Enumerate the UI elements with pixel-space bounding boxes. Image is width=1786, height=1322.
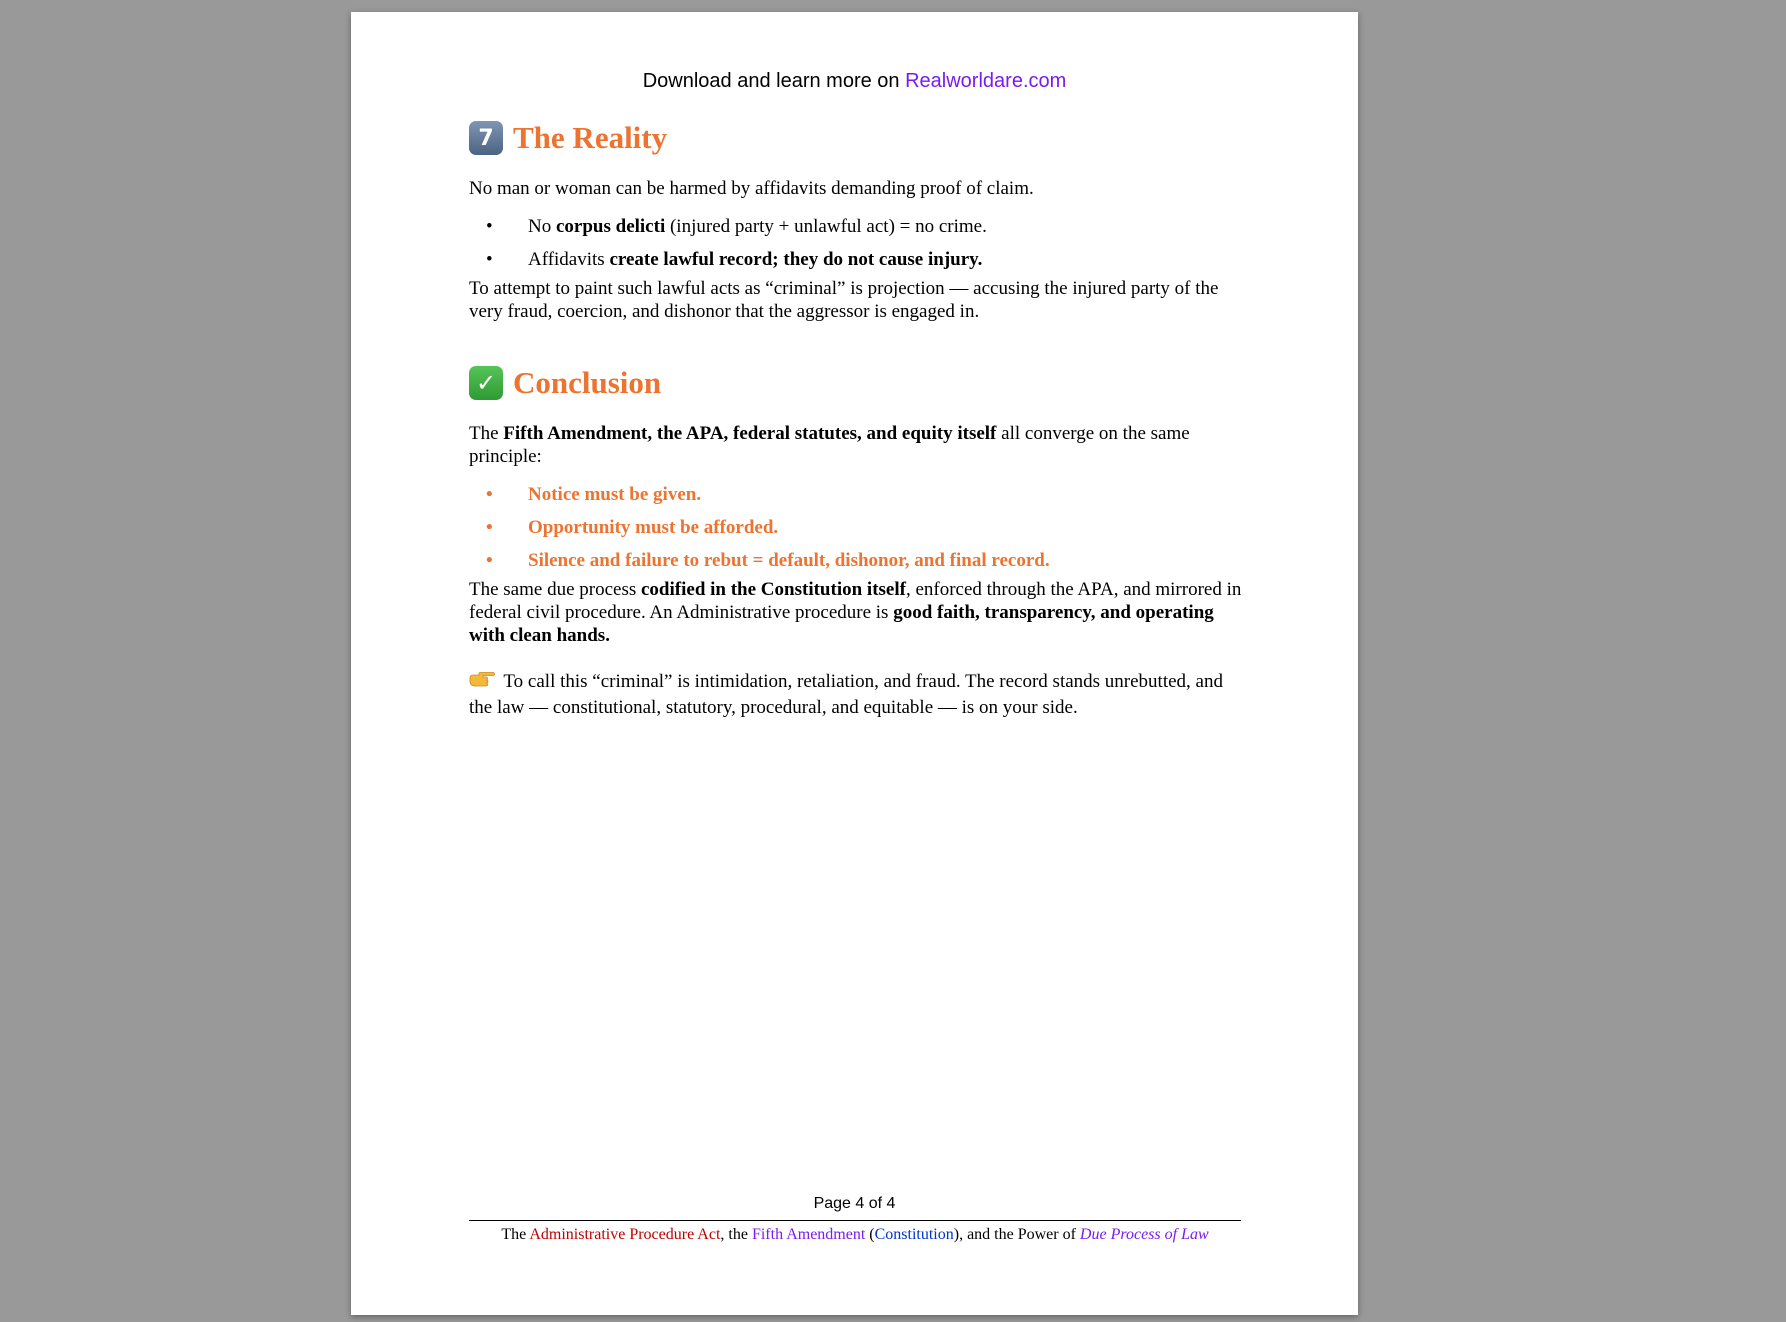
reality-body — [469, 177, 1249, 323]
pointing-hand-icon — [469, 672, 495, 688]
reality-intro: No man or woman can be harmed by affidavits demanding proof of claim. — [469, 178, 1034, 199]
bullet-bold: corpus delicti — [555, 216, 666, 237]
para-text: , enforced through the APA, and mirrored in federal civil procedure. An Administrative procedure is — [469, 579, 1242, 623]
footer-text: The — [501, 1226, 530, 1243]
footer-divider — [469, 1220, 1241, 1221]
list-item — [469, 549, 1249, 572]
reality-list — [469, 215, 1249, 271]
footer-text: ), and the Power of — [953, 1226, 1080, 1243]
header-prefix: Download and learn more on — [642, 70, 906, 92]
footer-due-process: Due Process of Law — [1079, 1226, 1209, 1243]
footer-constitution: Constitution — [874, 1226, 954, 1243]
bullet-text: Silence and failure to rebut = default, dishonor, and final record. — [528, 550, 1050, 571]
bullet-icon: • — [486, 550, 493, 571]
intro-text: all converge on the same principle: — [469, 423, 1190, 467]
intro-bold: Fifth Amendment, the APA, federal statutes, and equity itself — [503, 423, 997, 444]
page-number: Page 4 of 4 — [813, 1195, 896, 1212]
section-conclusion — [469, 365, 1249, 401]
para-bold: good faith, transparency, and operating with clean hands. — [469, 602, 1214, 646]
conclusion-intro — [469, 422, 1249, 468]
reality-paragraph: To attempt to paint such lawful acts as “criminal” is projection — accusing the injured party of the very fraud, coercion, and dishonor that the aggressor is engaged in. — [469, 278, 1219, 322]
intro-text: The — [469, 423, 504, 444]
section-heading-reality — [469, 120, 1249, 156]
footer-text: ( — [865, 1226, 875, 1243]
download-header — [351, 70, 1358, 93]
list-item — [469, 516, 1249, 539]
conclusion-list — [469, 483, 1249, 572]
bullet-text: Opportunity must be afforded. — [528, 517, 779, 538]
section-heading-conclusion — [469, 365, 1249, 401]
conclusion-paragraph — [469, 578, 1249, 647]
section-the-reality — [469, 120, 1249, 156]
list-item — [469, 483, 1249, 506]
footer-apa: Administrative Procedure Act — [529, 1226, 721, 1243]
bullet-icon: • — [486, 249, 493, 270]
footer-fifth-amendment: Fifth Amendment — [751, 1226, 866, 1243]
document-page — [351, 12, 1358, 1315]
keycap-7-icon: 7 — [469, 121, 503, 155]
bullet-text: Affidavits — [528, 249, 610, 270]
site-link[interactable]: Realworldare.com — [905, 70, 1067, 92]
final-text: To call this “criminal” is intimidation, retaliation, and fraud. The record stands unrebutted, and the law — constitutional, statutory, procedural, and equitable — is on your side. — [469, 671, 1223, 718]
list-item — [469, 248, 1249, 271]
section-title-reality: The Reality — [513, 120, 668, 155]
bullet-bold: create lawful record; they do not cause injury. — [609, 249, 983, 270]
para-bold: codified in the Constitution itself — [641, 579, 906, 600]
bullet-text: Notice must be given. — [528, 484, 702, 505]
para-text: The same due process — [469, 579, 641, 600]
conclusion-body — [469, 422, 1249, 721]
bullet-icon: • — [486, 484, 493, 505]
section-title-conclusion: Conclusion — [513, 365, 662, 400]
bullet-text: (injured party + unlawful act) = no crime. — [665, 216, 987, 237]
footer-text: , the — [720, 1226, 752, 1243]
footer-title — [469, 1226, 1241, 1244]
bullet-icon: • — [486, 517, 493, 538]
final-statement — [469, 669, 1249, 721]
list-item — [469, 215, 1249, 238]
check-mark-icon: ✓ — [469, 366, 503, 400]
bullet-icon: • — [486, 216, 493, 237]
bullet-text: No — [528, 216, 556, 237]
